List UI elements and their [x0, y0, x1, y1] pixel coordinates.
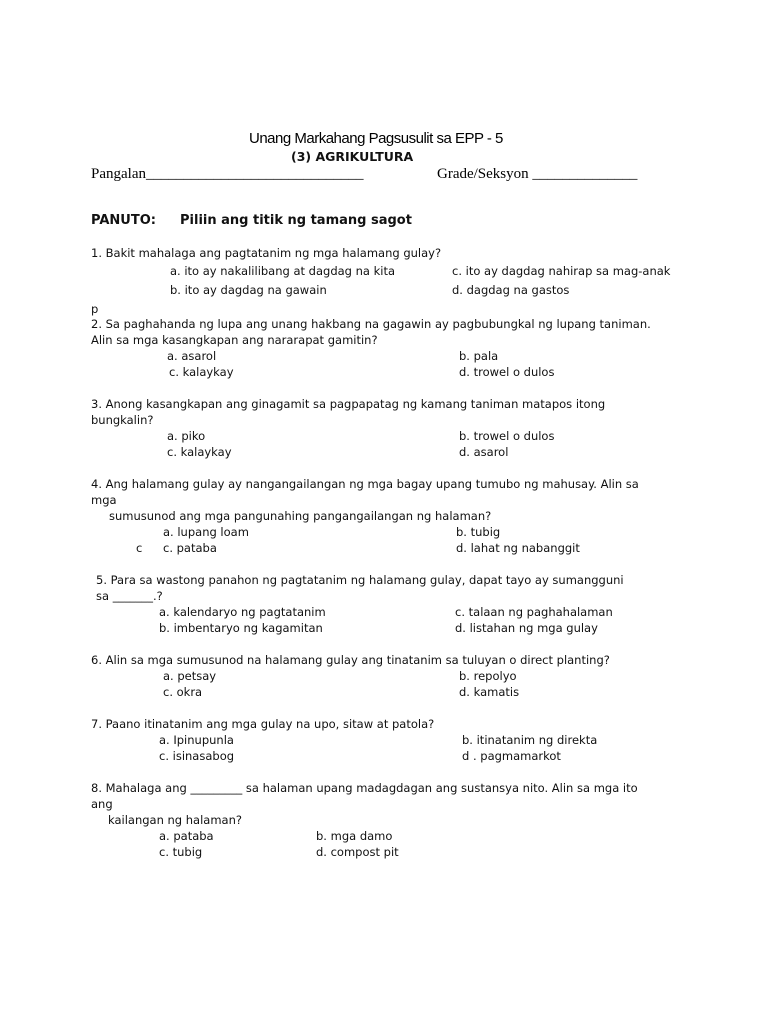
question-4-choice-b: b. tubig — [456, 525, 501, 539]
question-2-choice-c: c. kalaykay — [169, 365, 234, 379]
question-5-line-1: 5. Para sa wastong panahon ng pagtatanim ng halamang gulay, dapat tayo ay sumangguni — [96, 573, 624, 587]
question-5-choice-b: b. imbentaryo ng kagamitan — [159, 621, 323, 635]
question-7-text: 7. Paano itinatanim ang mga gulay na upo, sitaw at patola? — [91, 717, 435, 731]
question-5-choice-d: d. listahan ng mga gulay — [455, 621, 598, 635]
question-5-line-2: sa _______.? — [96, 589, 163, 603]
question-7-choice-c: c. isinasabog — [159, 749, 235, 763]
question-8-choice-c: c. tubig — [159, 845, 203, 859]
question-6-choice-c: c. okra — [163, 685, 203, 699]
question-2-line-2: Alin sa mga kasangkapan ang nararapat gamitin? — [91, 333, 378, 347]
question-5-choice-c: c. talaan ng paghahalaman — [455, 605, 613, 619]
question-1-choice-a: a. ito ay nakalilibang at dagdag na kita — [170, 264, 396, 278]
question-5-choice-a: a. kalendaryo ng pagtatanim — [159, 605, 326, 619]
question-1-choice-d: d. dagdag na gastos — [452, 283, 570, 297]
page-subtitle: (3) AGRIKULTURA — [291, 149, 414, 164]
question-6-choice-b: b. repolyo — [459, 669, 517, 683]
question-2-line-1: 2. Sa paghahanda ng lupa ang unang hakbang na gagawin ay pagbubungkal ng lupang taniman. — [91, 317, 651, 331]
name-field-label: Pangalan_____________________________ — [91, 166, 364, 182]
question-1-choice-b: b. ito ay dagdag na gawain — [170, 283, 327, 297]
question-1-choice-c: c. ito ay dagdag nahirap sa mag-anak — [452, 264, 671, 278]
question-8-choice-d: d. compost pit — [316, 845, 399, 859]
instructions-text: Piliin ang titik ng tamang sagot — [180, 213, 412, 228]
question-3-choice-b: b. trowel o dulos — [459, 429, 555, 443]
question-8-line-1: 8. Mahalaga ang _________ sa halaman upang madagdagan ang sustansya nito. Alin sa mga ito — [91, 781, 638, 795]
question-7-choice-b: b. itinatanim ng direkta — [462, 733, 598, 747]
question-4-line-1: 4. Ang halamang gulay ay nangangailangan ng mga bagay upang tumubo ng mahusay. Alin sa — [91, 477, 639, 491]
question-6-choice-d: d. kamatis — [459, 685, 520, 699]
stray-mark-c: c — [136, 541, 143, 555]
question-3-choice-a: a. piko — [167, 429, 206, 443]
question-2-choice-b: b. pala — [459, 349, 499, 363]
question-4-choice-d: d. lahat ng nabanggit — [456, 541, 580, 555]
instructions-label: PANUTO: — [91, 213, 156, 228]
question-4-choice-a: a. lupang loam — [163, 525, 249, 539]
question-8-line-3: kailangan ng halaman? — [108, 813, 242, 827]
question-3-choice-c: c. kalaykay — [167, 445, 232, 459]
question-8-line-2: ang — [91, 797, 113, 811]
question-4-line-3: sumusunod ang mga pangunahing pangangailangan ng halaman? — [109, 509, 492, 523]
question-4-line-2: mga — [91, 493, 117, 507]
question-6-choice-a: a. petsay — [163, 669, 217, 683]
grade-section-field-label: Grade/Seksyon ______________ — [437, 166, 638, 182]
question-7-choice-a: a. Ipinupunla — [159, 733, 234, 747]
question-1-text: 1. Bakit mahalaga ang pagtatanim ng mga halamang gulay? — [91, 246, 442, 260]
question-2-choice-a: a. asarol — [167, 349, 217, 363]
stray-mark-p: p — [91, 302, 99, 316]
question-2-choice-d: d. trowel o dulos — [459, 365, 555, 379]
question-8-choice-b: b. mga damo — [316, 829, 393, 843]
question-3-line-1: 3. Anong kasangkapan ang ginagamit sa pagpapatag ng kamang taniman matapos itong — [91, 397, 606, 411]
question-4-choice-c: c. pataba — [163, 541, 217, 555]
question-7-choice-d: d . pagmamarkot — [462, 749, 561, 763]
page-title: Unang Markahang Pagsusulit sa EPP - 5 — [249, 130, 503, 147]
question-6-text: 6. Alin sa mga sumusunod na halamang gulay ang tinatanim sa tuluyan o direct planting? — [91, 653, 610, 667]
question-3-choice-d: d. asarol — [459, 445, 509, 459]
question-3-line-2: bungkalin? — [91, 413, 154, 427]
question-8-choice-a: a. pataba — [159, 829, 214, 843]
